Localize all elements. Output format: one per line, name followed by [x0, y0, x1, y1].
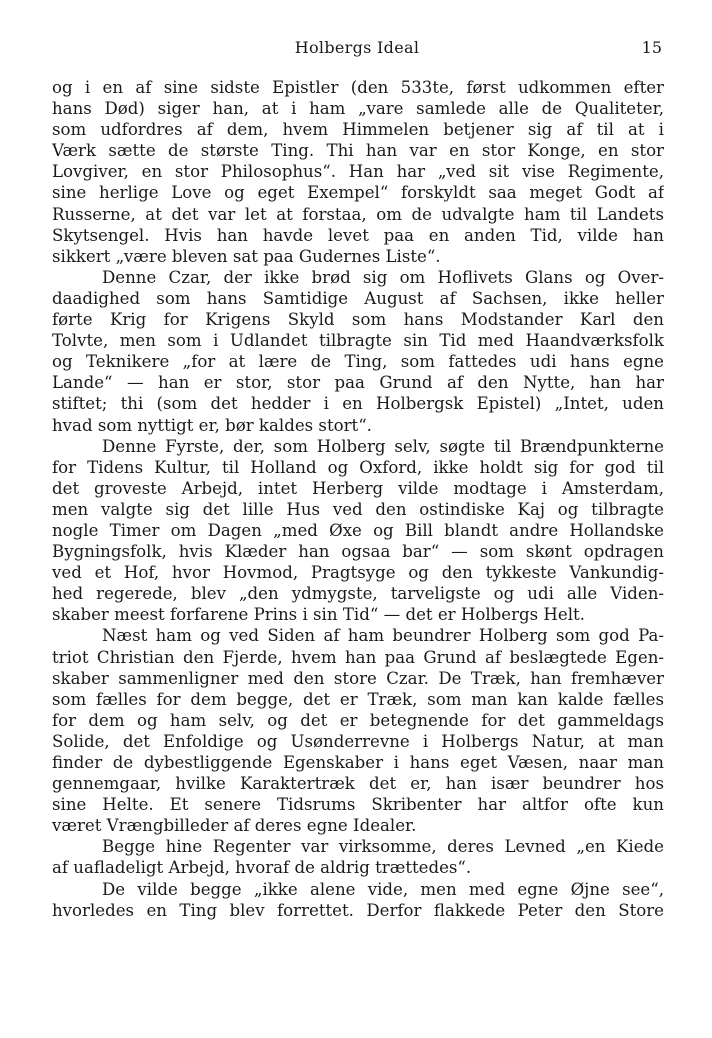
- running-title: Holbergs Ideal: [294, 38, 420, 57]
- text-line: triot Christian den Fjerde, hvem han paa Grund af beslægtede Egen-: [52, 647, 664, 667]
- text-line: sikkert „være bleven sat paa Gudernes Liste“.: [52, 246, 441, 266]
- body-text: [52, 77, 664, 921]
- text-line: for Tidens Kultur, til Holland og Oxford, ikke holdt sig for god til: [52, 457, 664, 477]
- page-number: 15: [641, 38, 662, 57]
- text-line: Næst ham og ved Siden af ham beundrer Holberg som god Pa-: [102, 626, 664, 646]
- text-line: førte Krig for Krigens Skyld som hans Modstander Karl den: [52, 310, 664, 330]
- text-line: Tolvte, men som i Udlandet tilbragte sin Tid med Haandværksfolk: [52, 331, 664, 351]
- text-line: Begge hine Regenter var virksomme, deres Levned „en Kiede: [102, 837, 664, 857]
- text-line: af uafladeligt Arbejd, hvoraf de aldrig trættedes“.: [52, 858, 472, 878]
- text-line: hans Død) siger han, at i ham „vare samlede alle de Qualiteter,: [52, 99, 664, 119]
- text-line: Lovgiver, en stor Philosophus“. Han har „ved sit vise Regimente,: [52, 162, 664, 182]
- running-head: [52, 38, 662, 60]
- text-line: hvad som nyttigt er, bør kaldes stort“.: [52, 415, 372, 435]
- text-line: men valgte sig det lille Hus ved den ostindiske Kaj og tilbragte: [52, 499, 664, 519]
- text-line: og i en af sine sidste Epistler (den 533te, først udkommen efter: [52, 78, 664, 97]
- text-line: for dem og ham selv, og det er betegnende for det gammeldags: [52, 710, 664, 730]
- text-line: Solide, det Enfoldige og Usønderrevne i Holbergs Natur, at man: [52, 731, 664, 751]
- text-line: som udfordres af dem, hvem Himmelen betjener sig af til at i: [52, 120, 664, 140]
- text-line: daadighed som hans Samtidige August af Sachsen, ikke heller: [52, 288, 664, 308]
- text-line: Lande“ — han er stor, stor paa Grund af den Nytte, han har: [52, 373, 664, 393]
- text-line: ved et Hof, hvor Hovmod, Pragtsyge og den tykkeste Vankundig-: [52, 563, 664, 583]
- text-line: det groveste Arbejd, intet Herberg vilde modtage i Amsterdam,: [52, 478, 664, 498]
- text-line: skaber meest forfarene Prins i sin Tid“ — det er Holbergs Helt.: [52, 605, 585, 625]
- text-line: hed regerede, blev „den ydmygste, tarveligste og udi alle Viden-: [52, 584, 664, 604]
- text-line: Denne Czar, der ikke brød sig om Hoflivets Glans og Over-: [102, 267, 664, 287]
- text-line: Bygningsfolk, hvis Klæder han ogsaa bar“ — som skønt opdragen: [52, 542, 664, 562]
- text-line: været Vrængbilleder af deres egne Idealer.: [52, 816, 417, 836]
- text-line: Skytsengel. Hvis han havde levet paa en anden Tid, vilde han: [52, 225, 664, 245]
- text-line: som fælles for dem begge, det er Træk, som man kan kalde fælles: [52, 689, 664, 709]
- text-line: hvorledes en Ting blev forrettet. Derfor flakkede Peter den Store: [52, 900, 664, 920]
- text-line: gennemgaar, hvilke Karaktertræk det er, han især beundrer hos: [52, 774, 664, 794]
- text-line: stiftet; thi (som det hedder i en Holbergsk Epistel) „Intet, uden: [52, 394, 664, 414]
- text-line: Værk sætte de største Ting. Thi han var en stor Konge, en stor: [52, 141, 664, 161]
- text-line: og Teknikere „for at lære de Ting, som fattedes udi hans egne: [52, 352, 664, 372]
- text-line: nogle Timer om Dagen „med Øxe og Bill blandt andre Hollandske: [52, 520, 664, 540]
- text-line: Russerne, at det var let at forstaa, om de udvalgte ham til Landets: [52, 204, 664, 224]
- text-line: sine Helte. Et senere Tidsrums Skribenter har altfor ofte kun: [52, 795, 664, 815]
- text-line: De vilde begge „ikke alene vide, men med egne Øjne see“,: [102, 879, 664, 899]
- text-line: skaber sammenligner med den store Czar. De Træk, han fremhæver: [52, 668, 664, 688]
- text-line: sine herlige Love og eget Exempel“ forskyldt saa meget Godt af: [52, 183, 664, 203]
- text-line: finder de dybestliggende Egenskaber i hans eget Væsen, naar man: [52, 753, 664, 772]
- text-line: Denne Fyrste, der, som Holberg selv, søgte til Brændpunkterne: [102, 436, 664, 456]
